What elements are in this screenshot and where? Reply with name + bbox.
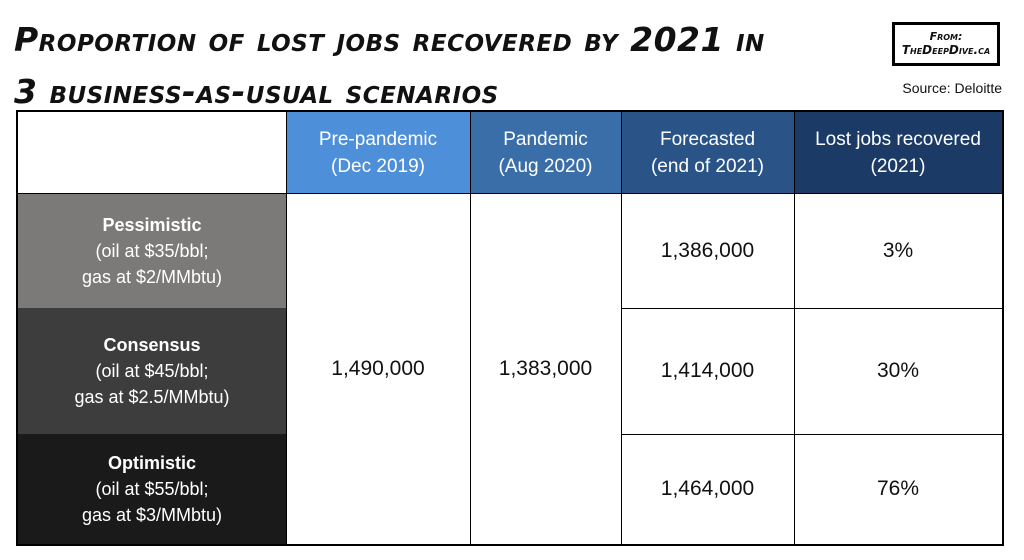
cell-forecasted-pessimistic: 1,386,000 [660,238,755,262]
row-detail-gas: gas at $3/MMbtu) [81,505,223,525]
row-header-optimistic [18,434,286,544]
column-header-line1: Pre-pandemic [318,128,438,150]
cell-pre-pandemic: 1,490,000 [331,356,425,380]
grid-line [794,112,795,544]
row-header-consensus [18,308,286,434]
row-name: Optimistic [107,453,196,473]
source-badge [892,22,1000,66]
grid-line [286,112,287,544]
row-detail-oil: (oil at $55/bbl; [95,479,209,499]
row-name: Consensus [103,335,201,355]
column-header-line2: (Dec 2019) [331,155,425,177]
row-header-pessimistic [18,193,286,308]
row-detail-oil: (oil at $35/bbl; [95,240,209,261]
grid-line [621,308,1002,309]
cell-recovered-consensus: 30% [876,359,920,382]
badge-site: TheDeepDive.ca [901,43,991,57]
row-detail-gas: gas at $2.5/MMbtu) [74,387,230,407]
chart-title: Proportion of lost jobs recovered by 2021 in 3 business-as-usual scenarios [14,20,765,111]
source-note: Source: Deloitte [902,80,1002,96]
column-header-line1: Forecasted [659,128,756,150]
column-header-recovered [794,112,1002,193]
column-header-forecasted [621,112,794,193]
row-detail-oil: (oil at $45/bbl; [95,361,209,381]
column-header-line1: Pandemic [503,128,588,150]
cell-forecasted-consensus: 1,414,000 [660,359,755,382]
cell-forecasted-optimistic: 1,464,000 [660,477,755,500]
data-table [16,110,1004,546]
row-detail-gas: gas at $2/MMbtu) [81,266,223,287]
column-header-line2: (end of 2021) [650,155,765,177]
column-header-pandemic [470,112,621,193]
cell-pandemic: 1,383,000 [498,356,593,380]
column-header-line1: Lost jobs recovered [815,128,981,150]
row-name: Pessimistic [102,214,202,235]
grid-line [621,112,622,544]
cell-recovered-optimistic: 76% [876,477,920,500]
table-corner-cell [18,112,286,193]
cell-recovered-pessimistic: 3% [882,238,914,262]
column-header-pre-pandemic [286,112,470,193]
badge-from-label: From: [929,30,963,43]
grid-line [18,193,1002,194]
column-header-line2: (2021) [870,155,926,177]
grid-line [621,434,1002,435]
grid-line [470,112,471,544]
column-header-line2: (Aug 2020) [498,155,593,177]
